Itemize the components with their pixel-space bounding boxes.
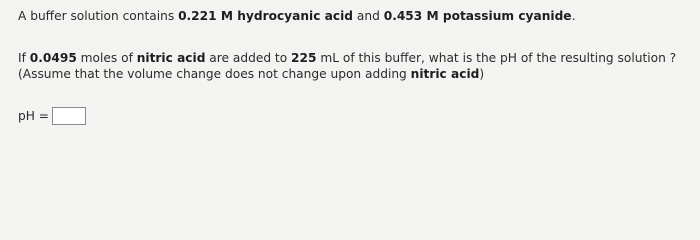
text-segment: ) [479,67,485,81]
text-segment: A buffer solution contains [18,9,179,23]
text-segment: and [353,9,384,23]
text-segment: moles of [76,51,137,65]
text-segment: mL of this buffer, what is the pH of the resulting solution ? [316,51,677,65]
question-line-2 [18,50,676,66]
added-acid-name: nitric acid [410,67,480,81]
moles-value: 0.0495 [29,51,77,65]
text-segment: . [571,9,576,23]
acid-concentration: 0.221 M hydrocyanic acid [178,9,354,23]
added-acid-name: nitric acid [136,51,206,65]
ph-label: pH = [18,109,49,123]
volume-value: 225 [291,51,317,65]
text-segment: If [18,51,30,65]
text-segment: are added to [205,51,292,65]
answer-row [18,105,86,127]
question-line-3 [18,66,484,82]
text-segment: (Assume that the volume change does not change upon adding [18,67,411,81]
salt-concentration: 0.453 M potassium cyanide [383,9,572,23]
ph-answer-input[interactable] [52,107,86,125]
question-line-1 [18,8,575,24]
